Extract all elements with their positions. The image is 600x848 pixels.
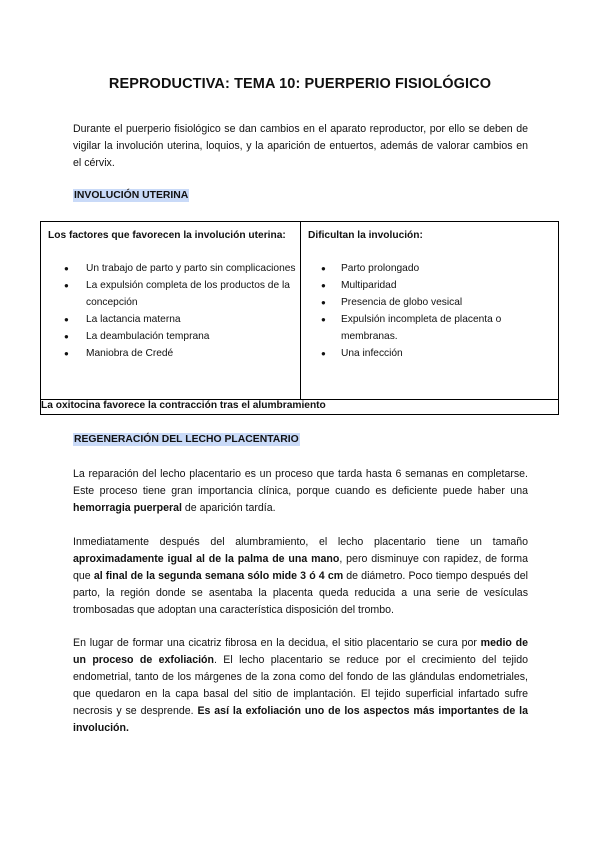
text-run: La reparación del lecho placentario es un proceso que tarda hasta 6 semanas en completarse. Este proceso tiene gran importancia clínica, porque cuando es deficiente puede haber una bbox=[73, 468, 528, 497]
page-title: REPRODUCTIVA: TEMA 10: PUERPERIO FISIOLÓGICO bbox=[108, 76, 492, 92]
hindering-factors-list bbox=[301, 260, 558, 362]
intro-paragraph: Durante el puerperio fisiológico se dan cambios en el aparato reproductor, por ello se deben de vigilar la involución uterina, loquios, y la aparición de entuertos, además de valorar cambios en el cérvix. bbox=[73, 123, 528, 169]
text-run: En lugar de formar una cicatriz fibrosa en la decidua, el sitio placentario se cura por bbox=[73, 637, 481, 649]
list-item: ● Presencia de globo vesical bbox=[301, 294, 558, 311]
paragraph-tamano bbox=[73, 534, 528, 619]
section-heading-regeneracion bbox=[73, 434, 300, 445]
list-item: ● Un trabajo de parto y parto sin complicaciones bbox=[41, 260, 300, 277]
text-run: Inmediatamente después del alumbramiento, el lecho placentario tiene un tamaño bbox=[73, 536, 528, 548]
text-run: , pero disminuye con rapidez, de forma que bbox=[73, 553, 528, 582]
list-item: ● La deambulación temprana bbox=[41, 328, 300, 345]
hindering-factors-header: Dificultan la involución: bbox=[308, 230, 423, 241]
section-heading-involucion-text: INVOLUCIÓN UTERINA bbox=[74, 190, 189, 201]
list-item: ● La expulsión completa de los productos de la concepción bbox=[41, 277, 300, 311]
paragraph-reparacion bbox=[73, 466, 528, 517]
text-run: de diámetro. Poco tiempo después del parto, la región donde se asentaba la placenta queda reducida a una serie de vesículas trombosadas que adoptan una característica disposición del trombo. bbox=[73, 570, 528, 616]
list-item: ● Parto prolongado bbox=[301, 260, 558, 277]
text-run: . El lecho placentario se reduce por el crecimiento del tejido endometrial, tanto de los márgenes de la zona como del fondo de las glándulas endometriales, que quedaron en la capa basal del sitio de implantación. El tejido superficial infartado sufre necrosis y se desprende. bbox=[73, 654, 528, 717]
bold-text-run: medio de un proceso de exfoliación bbox=[73, 637, 528, 666]
bold-text-run: al final de la segunda semana sólo mide 3 ó 4 cm bbox=[93, 570, 344, 582]
favorable-factors-header: Los factores que favorecen la involución uterina: bbox=[48, 230, 286, 241]
list-item: ● Expulsión incompleta de placenta o membranas. bbox=[301, 311, 558, 345]
list-item: ● Maniobra de Credé bbox=[41, 345, 300, 362]
factors-table-footer-row bbox=[41, 399, 559, 414]
list-item: ● Multiparidad bbox=[301, 277, 558, 294]
paragraph-exfoliacion bbox=[73, 635, 528, 737]
text-run: de aparición tardía. bbox=[181, 502, 276, 514]
favorable-factors-list bbox=[41, 260, 300, 362]
bold-text-run: aproximadamente igual al de la palma de una mano bbox=[73, 553, 340, 565]
section-heading-regeneracion-text: REGENERACIÓN DEL LECHO PLACENTARIO bbox=[74, 434, 299, 445]
list-item: ● Una infección bbox=[301, 345, 558, 362]
favorable-factors-cell bbox=[41, 222, 301, 400]
factors-table-main-row bbox=[41, 222, 559, 400]
oxytocin-note: La oxitocina favorece la contracción tras el alumbramiento bbox=[41, 399, 559, 414]
section-heading-involucion bbox=[73, 190, 189, 201]
factors-table bbox=[40, 221, 559, 415]
list-item: ● La lactancia materna bbox=[41, 311, 300, 328]
bold-text-run: hemorragia puerperal bbox=[73, 502, 182, 514]
bold-text-run: Es así la exfoliación uno de los aspectos más importantes de la involución. bbox=[73, 705, 528, 734]
hindering-factors-cell bbox=[301, 222, 559, 400]
